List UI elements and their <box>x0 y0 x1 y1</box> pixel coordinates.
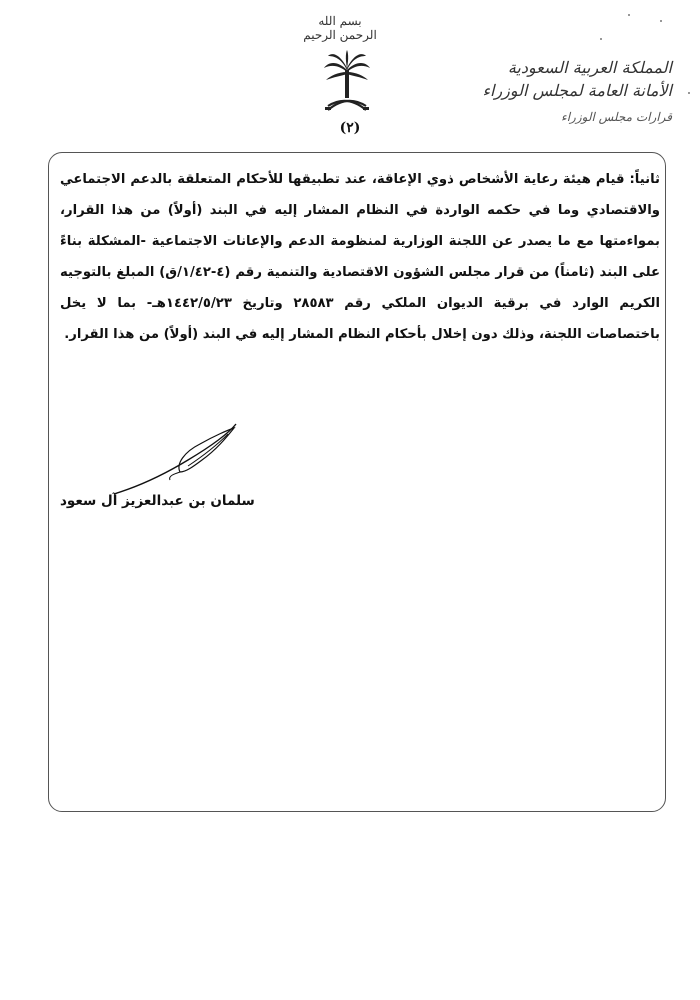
basmala-calligraphy: بسم الله الرحمن الرحيم <box>303 14 377 42</box>
kingdom-name: المملكة العربية السعودية <box>507 58 672 77</box>
letterhead <box>472 58 672 124</box>
signature-mark <box>110 420 240 500</box>
secretariat-name: الأمانة العامة لمجلس الوزراء <box>482 81 672 100</box>
saudi-emblem-icon <box>322 50 372 118</box>
signer-name: سلمان بن عبدالعزيز آل سعود <box>60 493 255 509</box>
clause-second: ثانياً: قيام هيئة رعاية الأشخاص ذوي الإعاقة، عند تطبيقها للأحكام المتعلقة بالدعم الاجتماعي والاقتصادي وما في حكمه الواردة في النظام المشار إليه في البند (أولاً) من هذا القرار، بمواءمتها مع ما يصدر عن اللجنة الوزارية لمنظومة الدعم والإعانات الاجتماعية -المشكلة بناءً على البند (ثامناً) من قرار مجلس الشؤون الاقتصادية والتنمية رقم (٤-١/٤٢/ق) المبلغ بالتوجيه الكريم الوارد في برقية الديوان الملكي رقم ٢٨٥٨٣ وتاريخ ١٤٤٢/٥/٢٣هـ- بما لا يخل باختصاصات اللجنة، وذلك دون إخلال بأحكام النظام المشار إليه في البند (أولاً) من هذا القرار. <box>60 172 660 342</box>
page-number: (٢) <box>339 120 361 136</box>
decisions-series: قرارات مجلس الوزراء <box>561 110 672 124</box>
